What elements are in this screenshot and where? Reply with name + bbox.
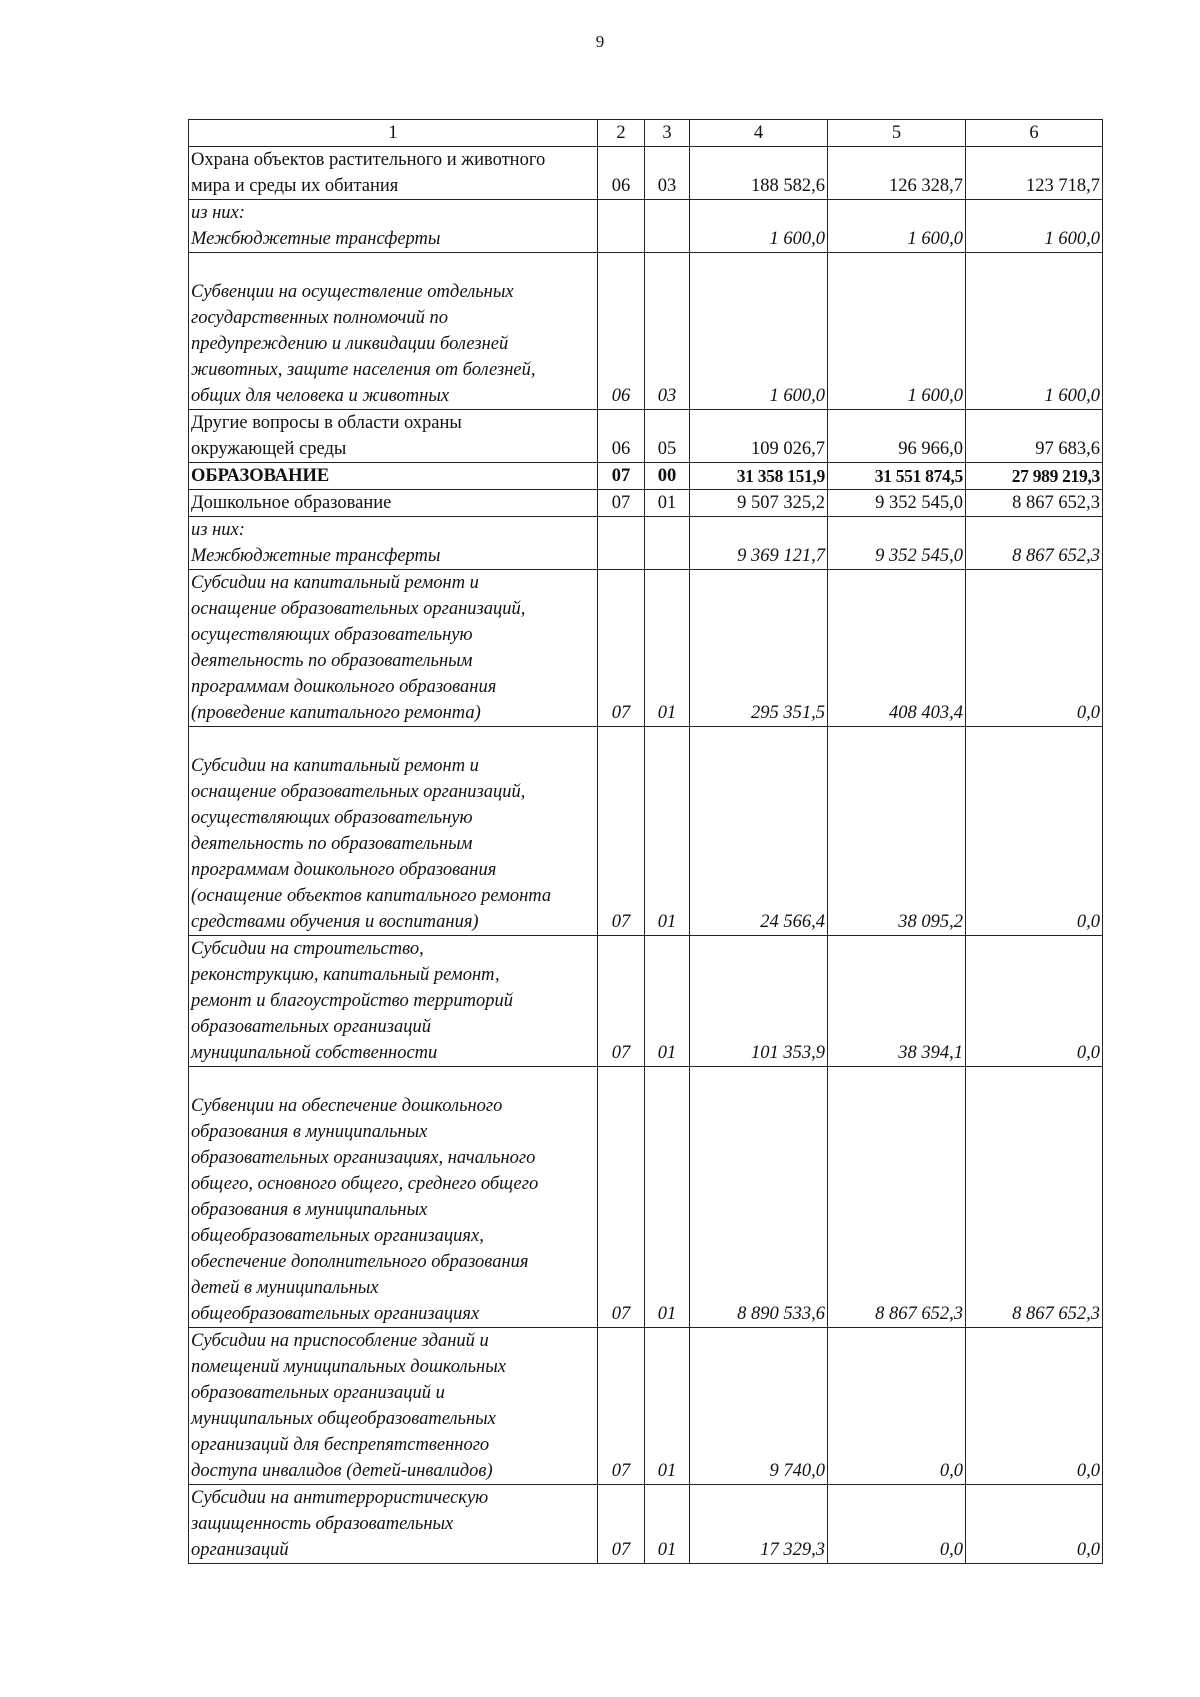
amount-col5-cell: 1 600,0	[828, 253, 966, 410]
row-name-line: программам дошкольного образования	[191, 860, 497, 880]
table-row	[189, 200, 1103, 253]
row-name-line: осуществляющих образовательную	[191, 808, 473, 828]
column-header-4: 4	[690, 120, 828, 147]
amount-col6-cell: 8 867 652,3	[966, 517, 1103, 570]
subsection-code-cell: 03	[645, 253, 690, 410]
column-header-2: 2	[598, 120, 645, 147]
amount-col4-cell: 9 507 325,2	[690, 490, 828, 517]
row-name-line: из них:	[191, 203, 245, 223]
amount-col4-cell: 31 358 151,9	[690, 463, 828, 490]
page-number: 9	[595, 32, 605, 51]
section-code-cell	[598, 517, 645, 570]
subsection-code-cell: 01	[645, 1328, 690, 1485]
section-code-cell: 06	[598, 410, 645, 463]
table-row	[189, 727, 1103, 936]
row-name-line: мира и среды их обитания	[191, 176, 399, 196]
section-code-cell: 07	[598, 1485, 645, 1564]
row-name-cell	[189, 147, 598, 200]
row-name-line: Дошкольное образование	[191, 493, 392, 513]
row-name-line: деятельность по образовательным	[191, 651, 473, 671]
amount-col5-cell: 38 095,2	[828, 727, 966, 936]
row-name-line: Другие вопросы в области охраны	[191, 413, 462, 433]
row-name-line: Субсидии на капитальный ремонт и	[191, 756, 479, 776]
row-name-line: оснащение образовательных организаций,	[191, 782, 526, 802]
row-name-line: защищенность образовательных	[191, 1514, 454, 1534]
amount-col6-cell: 0,0	[966, 570, 1103, 727]
row-name-line: из них:	[191, 520, 245, 540]
row-name-line: оснащение образовательных организаций,	[191, 599, 526, 619]
row-name-line: Охрана объектов растительного и животного	[191, 150, 546, 170]
amount-col5-cell: 9 352 545,0	[828, 517, 966, 570]
section-code-cell: 06	[598, 253, 645, 410]
table-row	[189, 410, 1103, 463]
subsection-code-cell: 01	[645, 727, 690, 936]
row-name-line: доступа инвалидов (детей-инвалидов)	[191, 1461, 493, 1481]
subsection-code-cell	[645, 517, 690, 570]
amount-col4-cell: 1 600,0	[690, 253, 828, 410]
row-name-cell	[189, 410, 598, 463]
table-row	[189, 490, 1103, 517]
row-name-line: образовательных организациях, начального	[191, 1148, 536, 1168]
row-name-cell	[189, 936, 598, 1067]
amount-col5-cell: 96 966,0	[828, 410, 966, 463]
amount-col4-cell: 101 353,9	[690, 936, 828, 1067]
row-name-line: реконструкцию, капитальный ремонт,	[191, 965, 500, 985]
row-name-line: муниципальных общеобразовательных	[191, 1409, 496, 1429]
row-name-line: животных, защите населения от болезней,	[191, 360, 536, 380]
row-name-line: (проведение капитального ремонта)	[191, 703, 481, 723]
row-name-cell	[189, 1485, 598, 1564]
row-name-line: организаций для беспрепятственного	[191, 1435, 490, 1455]
column-header-3: 3	[645, 120, 690, 147]
amount-col5-cell: 126 328,7	[828, 147, 966, 200]
row-name-line: ОБРАЗОВАНИЕ	[191, 466, 330, 486]
table-row	[189, 253, 1103, 410]
amount-col4-cell: 24 566,4	[690, 727, 828, 936]
amount-col6-cell: 123 718,7	[966, 147, 1103, 200]
row-name-line: государственных полномочий по	[191, 308, 448, 328]
row-name-line: образования в муниципальных	[191, 1200, 428, 1220]
row-name-line: организаций	[191, 1540, 289, 1560]
amount-col6-cell: 0,0	[966, 1328, 1103, 1485]
row-name-line: (оснащение объектов капитального ремонта	[191, 886, 552, 906]
row-name-cell	[189, 490, 598, 517]
subsection-code-cell: 00	[645, 463, 690, 490]
row-name-cell	[189, 517, 598, 570]
row-name-line: помещений муниципальных дошкольных	[191, 1357, 506, 1377]
amount-col6-cell: 1 600,0	[966, 200, 1103, 253]
row-name-line: обеспечение дополнительного образования	[191, 1252, 529, 1272]
section-code-cell	[598, 200, 645, 253]
row-name-cell	[189, 463, 598, 490]
subsection-code-cell: 01	[645, 936, 690, 1067]
section-code-cell: 06	[598, 147, 645, 200]
row-name-line: детей в муниципальных	[191, 1278, 379, 1298]
table-row	[189, 1328, 1103, 1485]
row-name-line: средствами обучения и воспитания)	[191, 912, 479, 932]
amount-col6-cell: 1 600,0	[966, 253, 1103, 410]
section-code-cell: 07	[598, 727, 645, 936]
section-code-cell: 07	[598, 1328, 645, 1485]
amount-col4-cell: 109 026,7	[690, 410, 828, 463]
row-name-line: окружающей среды	[191, 439, 347, 459]
row-name-line: деятельность по образовательным	[191, 834, 473, 854]
amount-col4-cell: 17 329,3	[690, 1485, 828, 1564]
row-name-line: Межбюджетные трансферты	[191, 229, 441, 249]
amount-col5-cell: 38 394,1	[828, 936, 966, 1067]
row-name-line: Субсидии на строительство,	[191, 939, 424, 959]
subsection-code-cell: 01	[645, 1067, 690, 1328]
row-name-line: ремонт и благоустройство территорий	[191, 991, 514, 1011]
amount-col6-cell: 8 867 652,3	[966, 1067, 1103, 1328]
subsection-code-cell: 05	[645, 410, 690, 463]
amount-col5-cell: 0,0	[828, 1485, 966, 1564]
amount-col6-cell: 0,0	[966, 936, 1103, 1067]
row-name-cell	[189, 200, 598, 253]
row-name-line: Межбюджетные трансферты	[191, 546, 441, 566]
row-name-line: Субвенции на обеспечение дошкольного	[191, 1096, 503, 1116]
amount-col5-cell: 9 352 545,0	[828, 490, 966, 517]
section-code-cell: 07	[598, 463, 645, 490]
table-row	[189, 936, 1103, 1067]
subsection-code-cell	[645, 200, 690, 253]
column-header-5: 5	[828, 120, 966, 147]
table-row	[189, 1067, 1103, 1328]
table-row	[189, 1485, 1103, 1564]
table-row	[189, 463, 1103, 490]
row-name-line: образовательных организаций	[191, 1017, 431, 1037]
subsection-code-cell: 03	[645, 147, 690, 200]
row-name-line: общеобразовательных организациях	[191, 1304, 480, 1324]
section-code-cell: 07	[598, 490, 645, 517]
amount-col4-cell: 9 740,0	[690, 1328, 828, 1485]
section-code-cell: 07	[598, 936, 645, 1067]
budget-table-body	[189, 120, 1103, 1564]
row-name-line: осуществляющих образовательную	[191, 625, 473, 645]
amount-col4-cell: 188 582,6	[690, 147, 828, 200]
amount-col6-cell: 97 683,6	[966, 410, 1103, 463]
row-name-cell	[189, 727, 598, 936]
row-name-line: муниципальной собственности	[191, 1043, 438, 1063]
amount-col6-cell: 8 867 652,3	[966, 490, 1103, 517]
amount-col5-cell: 31 551 874,5	[828, 463, 966, 490]
row-name-cell	[189, 1067, 598, 1328]
row-name-line: Субсидии на капитальный ремонт и	[191, 573, 479, 593]
row-name-line: общих для человека и животных	[191, 386, 450, 406]
row-name-cell	[189, 253, 598, 410]
amount-col5-cell: 408 403,4	[828, 570, 966, 727]
row-name-line: образования в муниципальных	[191, 1122, 428, 1142]
amount-col5-cell: 0,0	[828, 1328, 966, 1485]
table-row	[189, 517, 1103, 570]
row-name-cell	[189, 570, 598, 727]
subsection-code-cell: 01	[645, 1485, 690, 1564]
amount-col6-cell: 27 989 219,3	[966, 463, 1103, 490]
column-header-6: 6	[966, 120, 1103, 147]
amount-col4-cell: 1 600,0	[690, 200, 828, 253]
section-code-cell: 07	[598, 1067, 645, 1328]
row-name-line: программам дошкольного образования	[191, 677, 497, 697]
row-name-line: Субсидии на антитеррористическую	[191, 1488, 489, 1508]
row-name-line: образовательных организаций и	[191, 1383, 445, 1403]
amount-col5-cell: 1 600,0	[828, 200, 966, 253]
table-row	[189, 147, 1103, 200]
column-header-1: 1	[189, 120, 598, 147]
section-code-cell: 07	[598, 570, 645, 727]
amount-col4-cell: 295 351,5	[690, 570, 828, 727]
amount-col4-cell: 8 890 533,6	[690, 1067, 828, 1328]
table-row	[189, 570, 1103, 727]
subsection-code-cell: 01	[645, 490, 690, 517]
table-header-row	[189, 120, 1103, 147]
budget-table	[188, 119, 1103, 1564]
amount-col6-cell: 0,0	[966, 727, 1103, 936]
row-name-line: Субвенции на осуществление отдельных	[191, 282, 514, 302]
amount-col6-cell: 0,0	[966, 1485, 1103, 1564]
row-name-cell	[189, 1328, 598, 1485]
row-name-line: предупреждению и ликвидации болезней	[191, 334, 509, 354]
amount-col4-cell: 9 369 121,7	[690, 517, 828, 570]
subsection-code-cell: 01	[645, 570, 690, 727]
row-name-line: Субсидии на приспособление зданий и	[191, 1331, 489, 1351]
row-name-line: общего, основного общего, среднего общего	[191, 1174, 539, 1194]
amount-col5-cell: 8 867 652,3	[828, 1067, 966, 1328]
row-name-line: общеобразовательных организациях,	[191, 1226, 484, 1246]
